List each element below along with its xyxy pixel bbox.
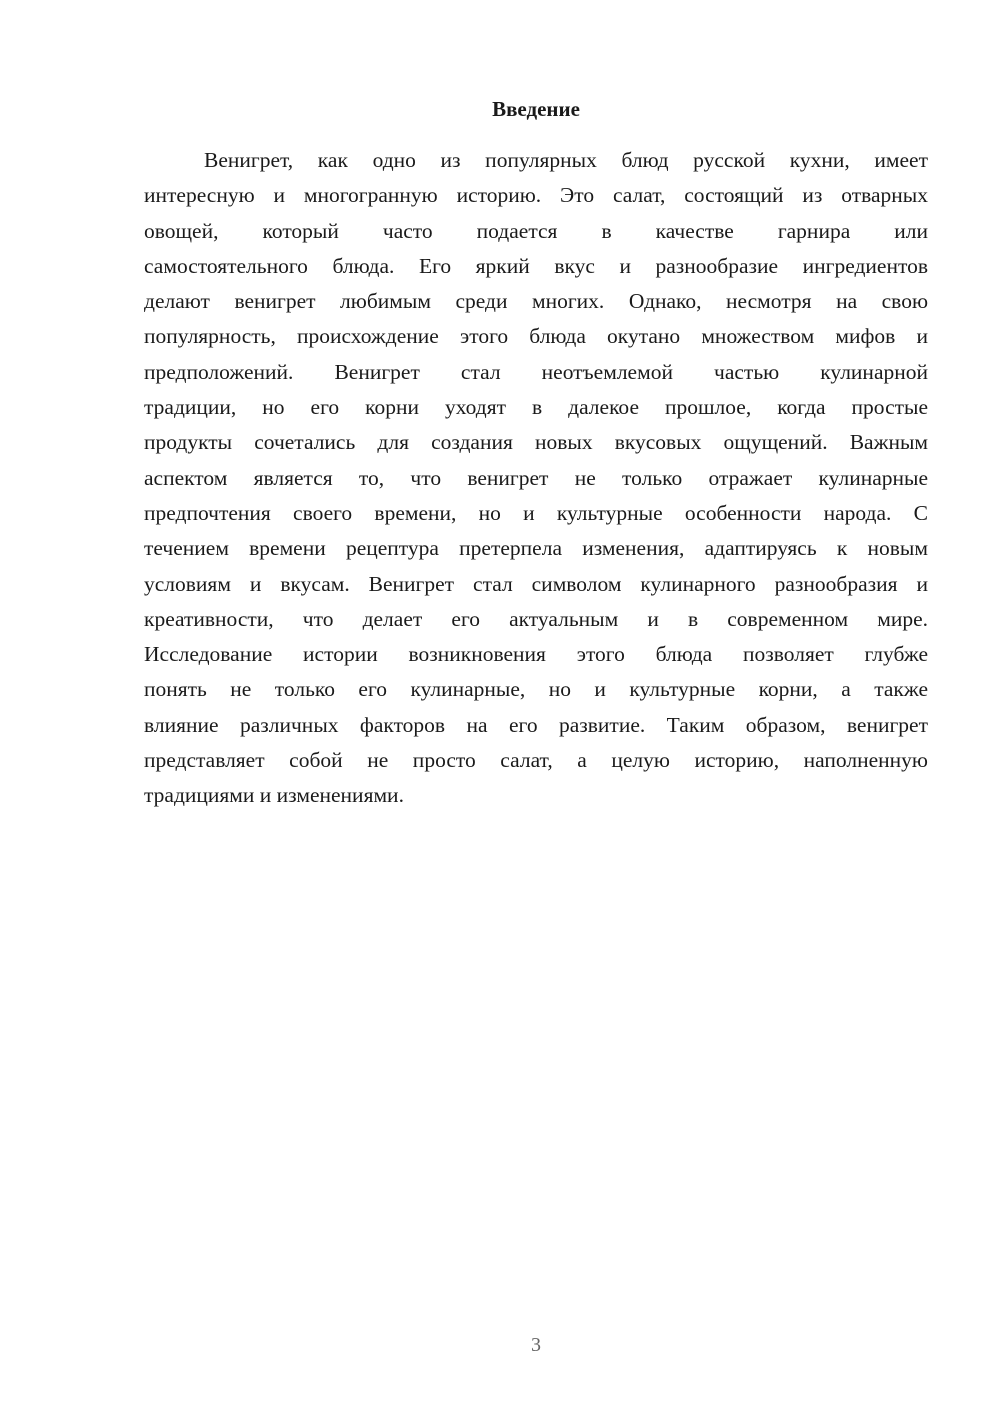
text-line: традиции, но его корни уходят в далекое прошлое, когда простые bbox=[144, 395, 928, 420]
page-number: 3 bbox=[531, 1334, 541, 1356]
section-title: Введение bbox=[492, 97, 580, 121]
text-line: условиям и вкусам. Венигрет стал символом кулинарного разнообразия и bbox=[144, 571, 928, 596]
text-line: влияние различных факторов на его развитие. Таким образом, венигрет bbox=[144, 712, 928, 737]
text-line: креативности, что делает его актуальным и в современном мире. bbox=[144, 606, 928, 631]
text-line: аспектом является то, что венигрет не только отражает кулинарные bbox=[144, 465, 928, 490]
text-line: предположений. Венигрет стал неотъемлемой частью кулинарной bbox=[144, 359, 928, 384]
text-line: популярность, происхождение этого блюда окутано множеством мифов и bbox=[144, 324, 928, 349]
text-line: Венигрет, как одно из популярных блюд русской кухни, имеет bbox=[204, 148, 928, 172]
text-line: предпочтения своего времени, но и культурные особенности народа. С bbox=[144, 500, 928, 525]
text-line: течением времени рецептура претерпела изменения, адаптируясь к новым bbox=[144, 536, 928, 561]
text-line: делают венигрет любимым среди многих. Однако, несмотря на свою bbox=[144, 289, 928, 314]
text-line: традициями и изменениями. bbox=[144, 783, 404, 808]
text-line: Исследование истории возникновения этого блюда позволяет глубже bbox=[144, 642, 928, 667]
text-line: продукты сочетались для создания новых вкусовых ощущений. Важным bbox=[144, 430, 928, 455]
text-line: понять не только его кулинарные, но и культурные корни, а также bbox=[144, 677, 928, 702]
text-line: представляет собой не просто салат, а целую историю, наполненную bbox=[144, 748, 928, 773]
text-line: овощей, который часто подается в качестве гарнира или bbox=[144, 218, 928, 243]
text-line: самостоятельного блюда. Его яркий вкус и разнообразие ингредиентов bbox=[144, 253, 928, 278]
body-paragraph bbox=[144, 143, 928, 814]
text-line: интересную и многогранную историю. Это салат, состоящий из отварных bbox=[144, 183, 928, 208]
